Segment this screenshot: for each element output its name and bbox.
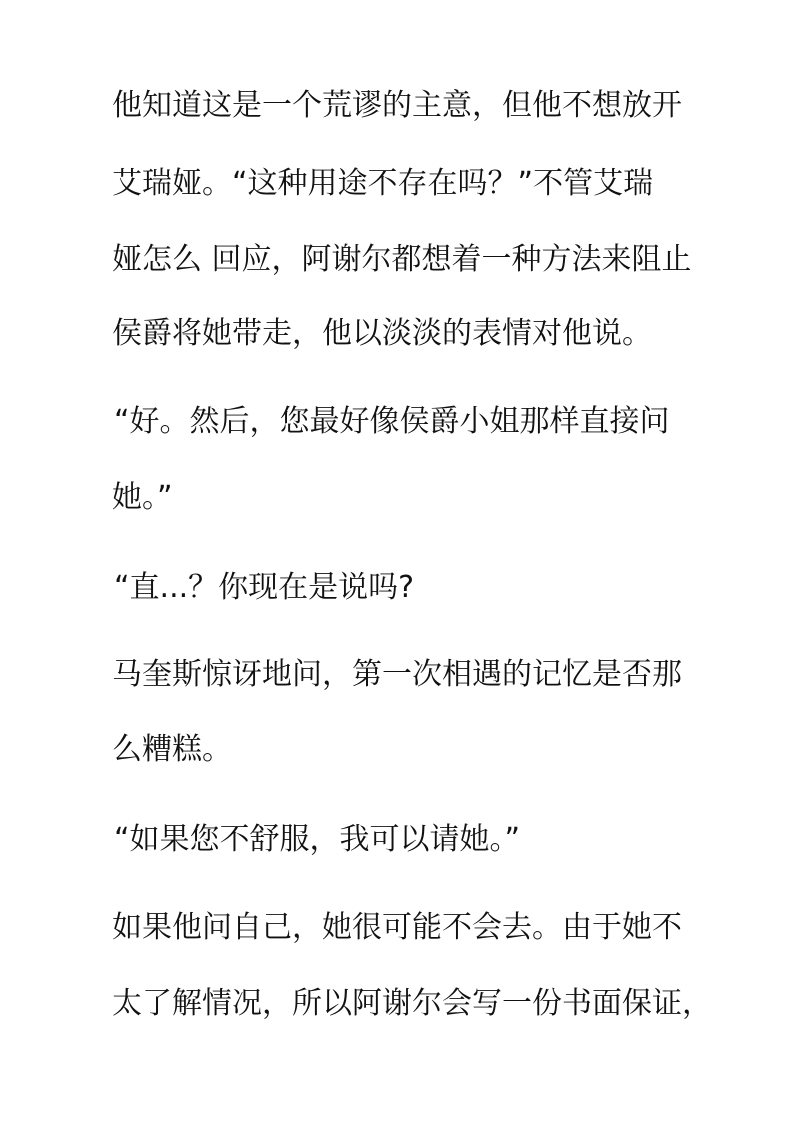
text-line: 她。” xyxy=(112,480,173,515)
text-line: 马奎斯惊讶地问，第一次相遇的记忆是否那 xyxy=(112,657,682,692)
text-line: 艾瑞娅。“这种用途不存在吗？”不管艾瑞 xyxy=(112,166,654,201)
text-line: 他知道这是一个荒谬的主意，但他不想放开 xyxy=(112,88,682,123)
text-line: 太了解情况，所以阿谢尔会写一份书面保证， xyxy=(112,986,712,1021)
text-line: “好。然后，您最好像侯爵小姐那样直接问 xyxy=(114,404,670,439)
text-line: 么糟糕。 xyxy=(112,732,232,767)
text-line: 娅怎么 回应，阿谢尔都想着一种方法来阻止 xyxy=(112,242,692,277)
text-line: 如果他问自己，她很可能不会去。由于她不 xyxy=(112,910,682,945)
text-line: “如果您不舒服，我可以请她。” xyxy=(114,822,521,857)
text-line: 侯爵将她带走，他以淡淡的表情对他说。 xyxy=(112,316,652,351)
text-line: “直...？你现在是说吗? xyxy=(114,570,415,605)
